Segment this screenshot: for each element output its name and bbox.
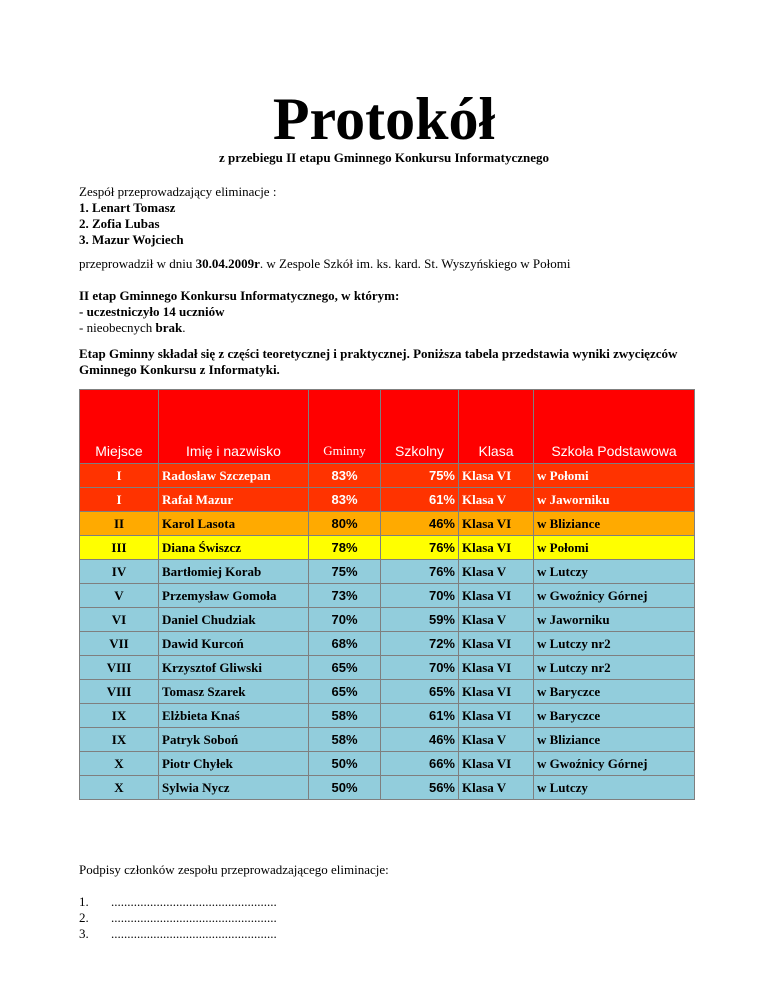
signature-dots: ................................................... (111, 894, 277, 909)
cell-gminny: 73% (309, 584, 381, 608)
cell-szkolny: 66% (381, 752, 459, 776)
cell-szkolny: 76% (381, 536, 459, 560)
cell-szkolny: 70% (381, 584, 459, 608)
cell-place: VIII (80, 680, 159, 704)
cell-klasa: Klasa VI (459, 656, 534, 680)
cell-gminny: 50% (309, 776, 381, 800)
cell-name: Elżbieta Knaś (159, 704, 309, 728)
cell-name: Karol Lasota (159, 512, 309, 536)
conducted-date: 30.04.2009r (195, 256, 260, 271)
cell-gminny: 65% (309, 680, 381, 704)
signature-line (79, 910, 277, 926)
cell-name: Dawid Kurcoń (159, 632, 309, 656)
table-row (80, 656, 695, 680)
cell-gminny: 58% (309, 728, 381, 752)
table-row (80, 704, 695, 728)
table-row (80, 680, 695, 704)
cell-place: IV (80, 560, 159, 584)
cell-school: w Gwoźnicy Górnej (534, 752, 695, 776)
signatures-heading: Podpisy członków zespołu przeprowadzającego eliminacje: (79, 862, 389, 877)
cell-place: IX (80, 728, 159, 752)
cell-place: VI (80, 608, 159, 632)
header-klasa: Klasa (459, 390, 534, 464)
cell-place: I (80, 488, 159, 512)
signature-dots: ................................................... (111, 926, 277, 941)
cell-szkolny: 76% (381, 560, 459, 584)
cell-klasa: Klasa V (459, 776, 534, 800)
cell-school: w Jaworniku (534, 608, 695, 632)
table-row (80, 608, 695, 632)
cell-school: w Lutczy (534, 560, 695, 584)
cell-szkolny: 46% (381, 512, 459, 536)
cell-gminny: 65% (309, 656, 381, 680)
cell-name: Sylwia Nycz (159, 776, 309, 800)
cell-name: Patryk Soboń (159, 728, 309, 752)
cell-school: w Lutczy (534, 776, 695, 800)
cell-gminny: 70% (309, 608, 381, 632)
cell-klasa: Klasa VI (459, 704, 534, 728)
team-member: 1. Lenart Tomasz (79, 200, 176, 215)
cell-klasa: Klasa VI (459, 752, 534, 776)
cell-place: II (80, 512, 159, 536)
cell-klasa: Klasa V (459, 560, 534, 584)
cell-school: w Gwoźnicy Górnej (534, 584, 695, 608)
cell-klasa: Klasa V (459, 728, 534, 752)
cell-school: w Lutczy nr2 (534, 632, 695, 656)
signature-number: 2. (79, 910, 89, 925)
cell-place: X (80, 776, 159, 800)
cell-klasa: Klasa V (459, 608, 534, 632)
stage-line-1: II etap Gminnego Konkursu Informatycznego, w którym: (79, 288, 400, 303)
cell-szkolny: 70% (381, 656, 459, 680)
cell-klasa: Klasa VI (459, 584, 534, 608)
cell-klasa: Klasa VI (459, 512, 534, 536)
conducted-prefix: przeprowadził w dniu (79, 256, 196, 271)
conducted-line (79, 256, 571, 272)
team-member: 3. Mazur Wojciech (79, 232, 184, 247)
signature-list (79, 894, 277, 942)
cell-place: VIII (80, 656, 159, 680)
cell-school: w Bliziance (534, 728, 695, 752)
cell-place: IX (80, 704, 159, 728)
cell-name: Rafał Mazur (159, 488, 309, 512)
table-row (80, 776, 695, 800)
cell-school: w Baryczce (534, 704, 695, 728)
cell-gminny: 68% (309, 632, 381, 656)
cell-gminny: 83% (309, 464, 381, 488)
header-szkolny: Szkolny (381, 390, 459, 464)
cell-gminny: 78% (309, 536, 381, 560)
cell-klasa: Klasa VI (459, 632, 534, 656)
cell-place: V (80, 584, 159, 608)
table-row (80, 584, 695, 608)
header-szkola-podstawowa: Szkoła Podstawowa (534, 390, 695, 464)
cell-gminny: 83% (309, 488, 381, 512)
header-gminny: Gminny (309, 390, 381, 464)
table-row (80, 728, 695, 752)
cell-gminny: 58% (309, 704, 381, 728)
signature-line (79, 926, 277, 942)
stage-line-2: - uczestniczyło 14 uczniów (79, 304, 225, 319)
cell-szkolny: 61% (381, 704, 459, 728)
cell-school: w Jaworniku (534, 488, 695, 512)
cell-szkolny: 61% (381, 488, 459, 512)
cell-place: VII (80, 632, 159, 656)
cell-szkolny: 56% (381, 776, 459, 800)
cell-gminny: 50% (309, 752, 381, 776)
stage-line-3-prefix: - nieobecnych (79, 320, 156, 335)
cell-szkolny: 75% (381, 464, 459, 488)
cell-name: Krzysztof Gliwski (159, 656, 309, 680)
cell-school: w Połomi (534, 464, 695, 488)
cell-name: Przemysław Gomoła (159, 584, 309, 608)
stage-line-3-bold: brak (155, 320, 183, 335)
cell-name: Piotr Chyłek (159, 752, 309, 776)
cell-klasa: Klasa V (459, 488, 534, 512)
cell-school: w Lutczy nr2 (534, 656, 695, 680)
page-subtitle: z przebiegu II etapu Gminnego Konkursu Informatycznego (218, 150, 550, 165)
table-row (80, 536, 695, 560)
signature-number: 1. (79, 894, 89, 909)
page-title: Protokół (272, 86, 496, 152)
table-row (80, 632, 695, 656)
signature-line (79, 894, 277, 910)
cell-name: Daniel Chudziak (159, 608, 309, 632)
table-row (80, 560, 695, 584)
cell-school: w Bliziance (534, 512, 695, 536)
cell-klasa: Klasa VI (459, 680, 534, 704)
cell-school: w Połomi (534, 536, 695, 560)
team-section (79, 184, 276, 248)
table-header-row (80, 390, 695, 464)
stage-section (79, 288, 399, 336)
header-miejsce: Miejsce (80, 390, 159, 464)
team-member: 2. Zofia Lubas (79, 216, 160, 231)
description: Etap Gminny składał się z części teoretycznej i praktycznej. Poniższa tabela przedstawia wyniki zwycięzców Gminnego Konkursu z Informatyki. (79, 346, 678, 377)
cell-szkolny: 72% (381, 632, 459, 656)
cell-name: Diana Świszcz (159, 536, 309, 560)
cell-gminny: 80% (309, 512, 381, 536)
conducted-suffix: . w Zespole Szkół im. ks. kard. St. Wyszyńskiego w Połomi (259, 256, 571, 271)
stage-line-3-suffix: . (182, 320, 186, 335)
cell-szkolny: 46% (381, 728, 459, 752)
team-intro: Zespół przeprowadzający eliminacje : (79, 184, 277, 199)
cell-place: X (80, 752, 159, 776)
cell-name: Tomasz Szarek (159, 680, 309, 704)
table-row (80, 752, 695, 776)
cell-school: w Baryczce (534, 680, 695, 704)
cell-place: I (80, 464, 159, 488)
header-imie-nazwisko: Imię i nazwisko (159, 390, 309, 464)
table-row (80, 512, 695, 536)
signature-number: 3. (79, 926, 89, 941)
signature-dots: ................................................... (111, 910, 277, 925)
results-table (79, 389, 695, 800)
cell-name: Radosław Szczepan (159, 464, 309, 488)
table-row (80, 488, 695, 512)
table-row (80, 464, 695, 488)
cell-place: III (80, 536, 159, 560)
cell-klasa: Klasa VI (459, 536, 534, 560)
cell-klasa: Klasa VI (459, 464, 534, 488)
cell-gminny: 75% (309, 560, 381, 584)
cell-szkolny: 59% (381, 608, 459, 632)
cell-szkolny: 65% (381, 680, 459, 704)
cell-name: Bartłomiej Korab (159, 560, 309, 584)
stage-line-3 (79, 320, 399, 336)
